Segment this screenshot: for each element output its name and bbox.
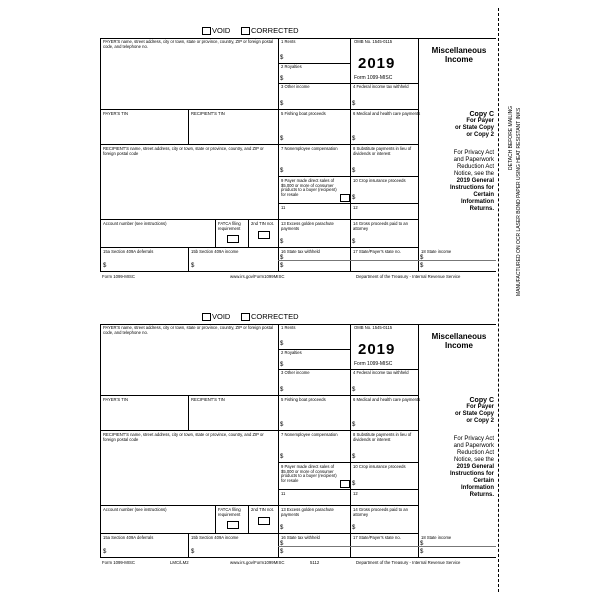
recipient-tin-input[interactable]: [190, 404, 276, 428]
box10-dollar: $: [352, 481, 356, 487]
footer-department: Department of the Treasury - Internal Revenue Service: [356, 274, 461, 279]
box13-label: 13 Excess golden parachute payments: [281, 221, 334, 231]
copy-line-4: or Copy 2: [466, 132, 494, 138]
fatca-divider-left: [215, 505, 216, 533]
copy-designation: [420, 111, 494, 139]
copy-line-3: or State Copy: [454, 411, 494, 417]
title-line-2: Income: [444, 55, 473, 64]
box10-label: 10 Crop insurance proceeds: [353, 464, 406, 469]
box9-checkbox[interactable]: [340, 480, 350, 488]
box4-dollar: $: [352, 101, 356, 107]
privacy-line-3: Reduction Act: [456, 450, 494, 456]
copy-line-2: For Payer: [466, 118, 494, 124]
box18-state-income-input[interactable]: [426, 540, 494, 556]
box8-substitute-input[interactable]: [358, 158, 416, 174]
title-line-2: Income: [444, 341, 473, 350]
form-title: [422, 46, 496, 64]
second-tin-label: 2nd TIN not.: [251, 221, 274, 226]
privacy-line-2: and Paperwork: [453, 157, 494, 163]
copy-line-3: or State Copy: [454, 125, 494, 131]
payer-tin-input[interactable]: [102, 404, 186, 428]
box15a-label: 15a Section 409A deferrals: [103, 249, 154, 254]
corrected-checkbox[interactable]: [241, 27, 250, 35]
box8-label: 8 Substitute payments in lieu of dividends or interest: [353, 146, 412, 156]
box5-label: 5 Fishing boat proceeds: [281, 397, 326, 402]
footer-form-name: Form 1099-MISC: [102, 274, 135, 279]
row-line-7: [100, 219, 418, 220]
box6-label: 6 Medical and health care payments: [353, 111, 421, 116]
box17-state-no-input[interactable]: [353, 540, 417, 556]
box16-dollar-1: $: [280, 541, 284, 547]
box1-label: 1 Rents: [281, 39, 296, 44]
manufacturer-text: MANUFACTURED ON OCR LASER BOND PAPER USING HEAT RESISTANT INKS: [516, 107, 522, 296]
box1-label: 1 Rents: [281, 325, 296, 330]
box16-label: 16 State tax withheld: [281, 535, 320, 540]
box15b-input[interactable]: [197, 542, 275, 556]
fatca-divider-right: [248, 219, 249, 247]
box17-label: 17 State/Payer's state no.: [353, 535, 401, 540]
corrected-label: CORRECTED: [251, 312, 299, 321]
account-number-label: Account number (see instructions): [103, 221, 167, 226]
box5-fishing-input[interactable]: [286, 406, 348, 428]
payer-name-field[interactable]: [101, 334, 277, 394]
box9-label: 9 Payer made direct sales of $5,000 or more of consumer products to a buyer (recipient) for resale: [281, 464, 337, 483]
privacy-line-9: Returns.: [469, 206, 494, 212]
box14-dollar: $: [352, 239, 356, 245]
box14-label: 14 Gross proceeds paid to an attorney: [353, 507, 408, 517]
box18-dollar-2: $: [420, 263, 424, 269]
privacy-notice: [420, 436, 494, 499]
recipient-name-field[interactable]: [102, 442, 276, 504]
box13-parachute-input[interactable]: [286, 519, 348, 532]
privacy-line-5: 2019 General: [456, 464, 494, 470]
recipient-name-label: RECIPIENT'S name, street address, city or town, state or province, country, and ZIP or foreign postal code: [103, 432, 264, 442]
box8-substitute-input[interactable]: [358, 444, 416, 460]
box13-dollar: $: [280, 239, 284, 245]
detach-text: DETACH BEFORE MAILING: [508, 105, 514, 170]
box14-dollar: $: [352, 525, 356, 531]
box15-divider: [188, 533, 189, 558]
box18-dollar-1: $: [420, 541, 424, 547]
box14-label: 14 Gross proceeds paid to an attorney: [353, 221, 408, 231]
tax-year: 2019: [358, 341, 396, 358]
box4-dollar: $: [352, 387, 356, 393]
footer-url: www.irs.gov/Form1099MISC: [230, 560, 285, 565]
box3-other-income-input[interactable]: [286, 92, 348, 108]
box5-fishing-input[interactable]: [286, 120, 348, 142]
box11-input[interactable]: [286, 208, 348, 218]
box4-label: 4 Federal income tax withheld: [353, 84, 409, 89]
box10-dollar: $: [352, 195, 356, 201]
box15a-dollar: $: [103, 549, 107, 555]
footer-url: www.irs.gov/Form1099MISC: [230, 274, 285, 279]
box16-dollar-1: $: [280, 255, 284, 261]
row-line-8: [100, 533, 418, 534]
col-line-b: [350, 324, 351, 558]
form-bottom-border: [100, 271, 496, 272]
box3-dollar: $: [280, 387, 284, 393]
title-line-1: Miscellaneous: [431, 46, 487, 55]
box16-label: 16 State tax withheld: [281, 249, 320, 254]
box2-label: 2 Royalties: [281, 64, 302, 69]
box2-royalties-input[interactable]: [286, 70, 348, 82]
box13-label: 13 Excess golden parachute payments: [281, 507, 334, 517]
row-line-6: [278, 489, 418, 490]
title-line-1: Miscellaneous: [431, 332, 487, 341]
footer-number: 5112: [310, 560, 320, 565]
fatca-checkbox[interactable]: [227, 521, 239, 529]
box18-state-income-input[interactable]: [426, 254, 494, 270]
recipient-name-label: RECIPIENT'S name, street address, city or town, state or province, country, and ZIP or foreign postal code: [103, 146, 264, 156]
col-line-c-top: [418, 324, 419, 369]
box6-medical-input[interactable]: [358, 406, 416, 428]
void-checkbox[interactable]: [202, 313, 211, 321]
recipient-tin-input[interactable]: [190, 118, 276, 142]
col-line-a: [278, 324, 279, 558]
box10-label: 10 Crop insurance proceeds: [353, 178, 406, 183]
fatca-label: FATCA filing requirement: [218, 507, 241, 517]
form-title: [422, 332, 496, 350]
box9-checkbox[interactable]: [340, 194, 350, 202]
row-line-3: [100, 395, 418, 396]
copy-title: Copy C: [469, 397, 494, 404]
box4-federal-tax-input[interactable]: [358, 92, 416, 108]
row-line-5: [278, 462, 418, 463]
corrected-checkbox[interactable]: [241, 313, 250, 321]
payer-tin-label: PAYER'S TIN: [103, 397, 128, 402]
box8-dollar: $: [352, 168, 356, 174]
footer-form-name: Form 1099-MISC: [102, 560, 135, 565]
row-line-5: [278, 176, 418, 177]
box7-label: 7 Nonemployee compensation: [281, 432, 338, 437]
privacy-line-4: Notice, see the: [453, 171, 494, 177]
privacy-line-4: Notice, see the: [453, 457, 494, 463]
privacy-notice: [420, 150, 494, 213]
tin-divider: [188, 109, 189, 144]
privacy-line-3: Reduction Act: [456, 164, 494, 170]
box15a-input[interactable]: [109, 542, 185, 556]
fatca-divider-right: [248, 505, 249, 533]
second-tin-checkbox[interactable]: [258, 517, 270, 525]
privacy-line-2: and Paperwork: [453, 443, 494, 449]
box13-dollar: $: [280, 525, 284, 531]
privacy-line-8: Information: [461, 485, 494, 491]
box15-divider: [188, 247, 189, 272]
box18-dollar-1: $: [420, 255, 424, 261]
box7-dollar: $: [280, 454, 284, 460]
form-name: Form 1099-MISC: [354, 361, 393, 367]
omb-number: OMB No. 1545-0115: [354, 325, 393, 330]
box15a-input[interactable]: [109, 256, 185, 270]
privacy-line-1: For Privacy Act: [453, 436, 494, 442]
box12-label: 12: [353, 491, 358, 496]
box11-label: 11: [281, 205, 286, 210]
box15a-dollar: $: [103, 263, 107, 269]
form-1099-misc-2: [100, 314, 496, 576]
void-label: VOID: [212, 26, 231, 35]
footer-code: LMC/LM2: [170, 560, 189, 565]
account-number-input[interactable]: [102, 514, 212, 532]
box3-label: 3 Other income: [281, 84, 310, 89]
box2-label: 2 Royalties: [281, 350, 302, 355]
privacy-line-7: Certain: [473, 192, 494, 198]
box3-label: 3 Other income: [281, 370, 310, 375]
box18-label: 18 State income: [421, 249, 452, 254]
corrected-label: CORRECTED: [251, 26, 299, 35]
box1-rents-input[interactable]: [286, 334, 348, 348]
payer-name-field[interactable]: [101, 48, 277, 108]
void-checkbox[interactable]: [202, 27, 211, 35]
box5-dollar: $: [280, 136, 284, 142]
privacy-line-9: Returns.: [469, 492, 494, 498]
copy-line-2: For Payer: [466, 404, 494, 410]
box3-dollar: $: [280, 101, 284, 107]
box12-input[interactable]: [358, 494, 416, 504]
box14-attorney-input[interactable]: [358, 233, 416, 246]
box7-dollar: $: [280, 168, 284, 174]
box4-label: 4 Federal income tax withheld: [353, 370, 409, 375]
second-tin-checkbox[interactable]: [258, 231, 270, 239]
box16-dollar-2: $: [280, 549, 284, 555]
box7-label: 7 Nonemployee compensation: [281, 146, 338, 151]
row-line-8: [100, 247, 418, 248]
privacy-line-5: 2019 General: [456, 178, 494, 184]
tax-year: 2019: [358, 55, 396, 72]
box6-dollar: $: [352, 136, 356, 142]
omb-number: OMB No. 1545-0115: [354, 39, 393, 44]
payer-tin-label: PAYER'S TIN: [103, 111, 128, 116]
box2-dollar: $: [280, 76, 284, 82]
box18-dollar-2: $: [420, 549, 424, 555]
box12-input[interactable]: [358, 208, 416, 218]
box15b-input[interactable]: [197, 256, 275, 270]
privacy-line-1: For Privacy Act: [453, 150, 494, 156]
row-line-7: [100, 505, 418, 506]
box9-label: 9 Payer made direct sales of $5,000 or more of consumer products to a buyer (recipient) for resale: [281, 178, 337, 197]
fatca-label: FATCA filing requirement: [218, 221, 241, 231]
box3-other-income-input[interactable]: [286, 378, 348, 394]
payer-tin-input[interactable]: [102, 118, 186, 142]
copy-line-4: or Copy 2: [466, 418, 494, 424]
box17-state-no-input[interactable]: [353, 254, 417, 270]
box10-crop-input[interactable]: [358, 186, 416, 202]
privacy-line-8: Information: [461, 199, 494, 205]
recipient-tin-label: RECIPIENT'S TIN: [191, 111, 225, 116]
box15b-label: 15b Section 409A income: [191, 249, 239, 254]
box2-royalties-input[interactable]: [286, 356, 348, 368]
fatca-checkbox[interactable]: [227, 235, 239, 243]
box8-label: 8 Substitute payments in lieu of dividends or interest: [353, 432, 412, 442]
box15b-dollar: $: [191, 263, 195, 269]
privacy-line-6: Instructions for: [449, 185, 494, 191]
footer-department: Department of the Treasury - Internal Revenue Service: [356, 560, 461, 565]
box1-dollar: $: [280, 341, 284, 347]
col-line-a: [278, 38, 279, 272]
row-line-4: [100, 430, 418, 431]
box7-nonemployee-input[interactable]: [286, 440, 348, 460]
form-1099-misc-1: [100, 28, 496, 290]
fatca-divider-left: [215, 219, 216, 247]
account-number-input[interactable]: [102, 228, 212, 246]
box17-label: 17 State/Payer's state no.: [353, 249, 401, 254]
box16-dollar-2: $: [280, 263, 284, 269]
form-name: Form 1099-MISC: [354, 75, 393, 81]
box11-label: 11: [281, 491, 286, 496]
box18-label: 18 State income: [421, 535, 452, 540]
copy-designation: [420, 397, 494, 425]
privacy-line-7: Certain: [473, 478, 494, 484]
perforation-line: [498, 8, 499, 592]
box10-crop-input[interactable]: [358, 472, 416, 488]
box8-dollar: $: [352, 454, 356, 460]
box5-label: 5 Fishing boat proceeds: [281, 111, 326, 116]
col-line-b: [350, 38, 351, 272]
row-line-3: [100, 109, 418, 110]
row-line-6: [278, 203, 418, 204]
box6-label: 6 Medical and health care payments: [353, 397, 421, 402]
form-bottom-border: [100, 557, 496, 558]
tin-divider: [188, 395, 189, 430]
box1-dollar: $: [280, 55, 284, 61]
box15b-dollar: $: [191, 549, 195, 555]
account-number-label: Account number (see instructions): [103, 507, 167, 512]
privacy-line-6: Instructions for: [449, 471, 494, 477]
recipient-tin-label: RECIPIENT'S TIN: [191, 397, 225, 402]
second-tin-label: 2nd TIN not.: [251, 507, 274, 512]
box11-input[interactable]: [286, 494, 348, 504]
box6-medical-input[interactable]: [358, 120, 416, 142]
payer-name-label: PAYER'S name, street address, city or town, state or province, country, ZIP or foreign postal code, and telephone no.: [103, 325, 274, 335]
box15a-label: 15a Section 409A deferrals: [103, 535, 154, 540]
box2-dollar: $: [280, 362, 284, 368]
box16-state-tax-input[interactable]: [286, 254, 348, 270]
box16-state-tax-input[interactable]: [286, 540, 348, 556]
box5-dollar: $: [280, 422, 284, 428]
box7-nonemployee-input[interactable]: [286, 154, 348, 174]
box15b-label: 15b Section 409A income: [191, 535, 239, 540]
copy-title: Copy C: [469, 111, 494, 118]
recipient-name-field[interactable]: [102, 156, 276, 218]
box6-dollar: $: [352, 422, 356, 428]
box4-federal-tax-input[interactable]: [358, 378, 416, 394]
payer-name-label: PAYER'S name, street address, city or town, state or province, country, ZIP or foreign postal code, and telephone no.: [103, 39, 274, 49]
box12-label: 12: [353, 205, 358, 210]
box14-attorney-input[interactable]: [358, 519, 416, 532]
box13-parachute-input[interactable]: [286, 233, 348, 246]
box1-rents-input[interactable]: [286, 48, 348, 62]
col-line-c-top: [418, 38, 419, 83]
row-line-4: [100, 144, 418, 145]
void-label: VOID: [212, 312, 231, 321]
